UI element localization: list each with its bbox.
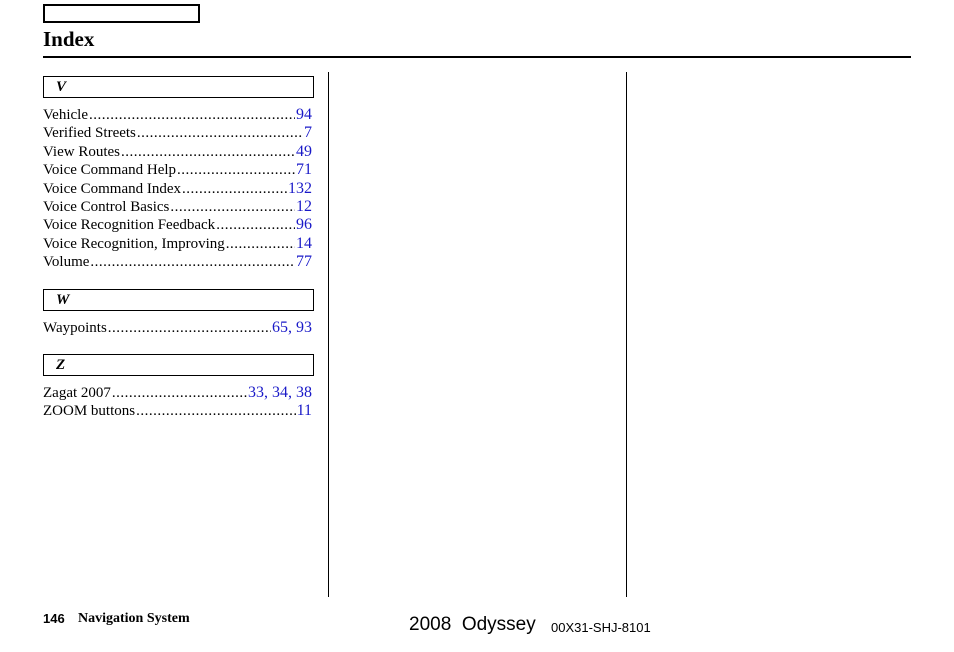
- entry-term: Vehicle: [43, 107, 88, 123]
- section-letter-v: V: [43, 76, 314, 98]
- entry-term: Verified Streets: [43, 125, 136, 142]
- index-entry: [43, 143, 312, 161]
- column-divider-1: [328, 72, 329, 597]
- entry-page-link[interactable]: 71: [296, 161, 312, 179]
- entry-page-link[interactable]: 77: [296, 253, 312, 271]
- leader-dots: [90, 253, 295, 271]
- section-letter-z: Z: [43, 354, 314, 376]
- index-section-v: [43, 76, 313, 272]
- leader-dots: [137, 124, 303, 142]
- entry-page-link[interactable]: 14: [296, 234, 312, 252]
- section-letter-w: W: [43, 289, 314, 311]
- section-entries-v: [43, 106, 313, 272]
- leader-dots: [170, 198, 295, 216]
- entry-page-link[interactable]: 12: [296, 197, 312, 215]
- page-title: Index: [43, 27, 95, 51]
- column-divider-2: [626, 72, 627, 597]
- entry-page-link[interactable]: 7: [304, 124, 312, 142]
- entry-term: Volume: [43, 254, 90, 271]
- entry-page-link[interactable]: 132: [288, 179, 312, 197]
- index-entry: [43, 216, 312, 234]
- entry-page-link[interactable]: 49: [296, 142, 312, 160]
- leader-dots: [182, 180, 287, 198]
- section-entries-w: [43, 319, 313, 337]
- index-entry: [43, 384, 312, 402]
- index-entry: [43, 198, 312, 216]
- index-section-z: [43, 354, 313, 421]
- leader-dots: [108, 319, 271, 337]
- index-section-w: [43, 289, 313, 337]
- section-entries-z: [43, 384, 313, 421]
- entry-term: Zagat 2007: [43, 384, 111, 401]
- entry-term: Voice Control Basics: [43, 198, 170, 215]
- index-entry: [43, 106, 312, 124]
- entry-term: View Routes: [43, 143, 121, 160]
- entry-page-link[interactable]: 11: [296, 402, 312, 420]
- index-entry: [43, 161, 312, 179]
- title-rule: [43, 56, 911, 58]
- leader-dots: [89, 106, 295, 124]
- leader-dots: [112, 384, 247, 402]
- footer-page-number: 146: [43, 611, 65, 626]
- entry-term: Voice Recognition Feedback: [43, 217, 216, 234]
- leader-dots: [121, 143, 295, 161]
- footer-section-name: Navigation System: [78, 611, 190, 626]
- footer-model: 2008 Odyssey: [409, 614, 536, 635]
- leader-dots: [136, 402, 296, 420]
- index-entry: [43, 319, 312, 337]
- entry-page-link[interactable]: 96: [296, 216, 312, 234]
- leader-dots: [216, 216, 295, 234]
- index-entry: [43, 235, 312, 253]
- index-entry: [43, 253, 312, 271]
- leader-dots: [177, 161, 295, 179]
- entry-page-link[interactable]: 33, 34, 38: [248, 383, 312, 401]
- index-column-1: [43, 76, 313, 438]
- entry-term: Voice Recognition, Improving: [43, 235, 225, 252]
- entry-term: ZOOM buttons: [43, 403, 136, 420]
- header-tab-box: [43, 4, 200, 23]
- entry-page-link[interactable]: 65, 93: [272, 318, 312, 336]
- index-entry: [43, 402, 312, 420]
- entry-term: Voice Command Index: [43, 180, 182, 197]
- leader-dots: [226, 235, 295, 253]
- entry-page-link[interactable]: 94: [296, 106, 312, 123]
- entry-term: Waypoints: [43, 319, 107, 336]
- entry-term: Voice Command Help: [43, 162, 177, 179]
- index-entry: [43, 180, 312, 198]
- index-entry: [43, 124, 312, 142]
- footer-code: 00X31-SHJ-8101: [551, 620, 651, 635]
